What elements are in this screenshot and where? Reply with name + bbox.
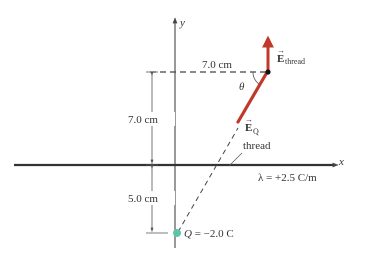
y-axis-label: y xyxy=(180,17,185,29)
upper-dimension-label: 7.0 cm xyxy=(128,114,158,126)
e-q-label: E xyxy=(245,122,253,134)
e-q-subscript: Q xyxy=(253,127,259,136)
lower-dimension-label: 5.0 cm xyxy=(128,193,158,205)
angle-label: θ xyxy=(239,81,245,93)
e-q-vector-arrow-mark: → xyxy=(245,115,253,124)
field-point xyxy=(265,69,270,74)
e-thread-vector-arrow-mark: → xyxy=(277,46,285,55)
lambda-label: λ = +2.5 C/m xyxy=(258,172,317,184)
horizontal-distance-label: 7.0 cm xyxy=(202,59,232,71)
charge-to-point-dashed-line xyxy=(178,128,238,232)
e-thread-label: E xyxy=(277,53,285,65)
charge-label: Q = −2.0 C xyxy=(184,228,234,240)
angle-arc xyxy=(253,72,259,84)
charge-q xyxy=(173,229,181,237)
thread-label: thread xyxy=(243,140,271,152)
e-thread-subscript: thread xyxy=(285,57,305,66)
x-axis-label: x xyxy=(339,156,344,168)
